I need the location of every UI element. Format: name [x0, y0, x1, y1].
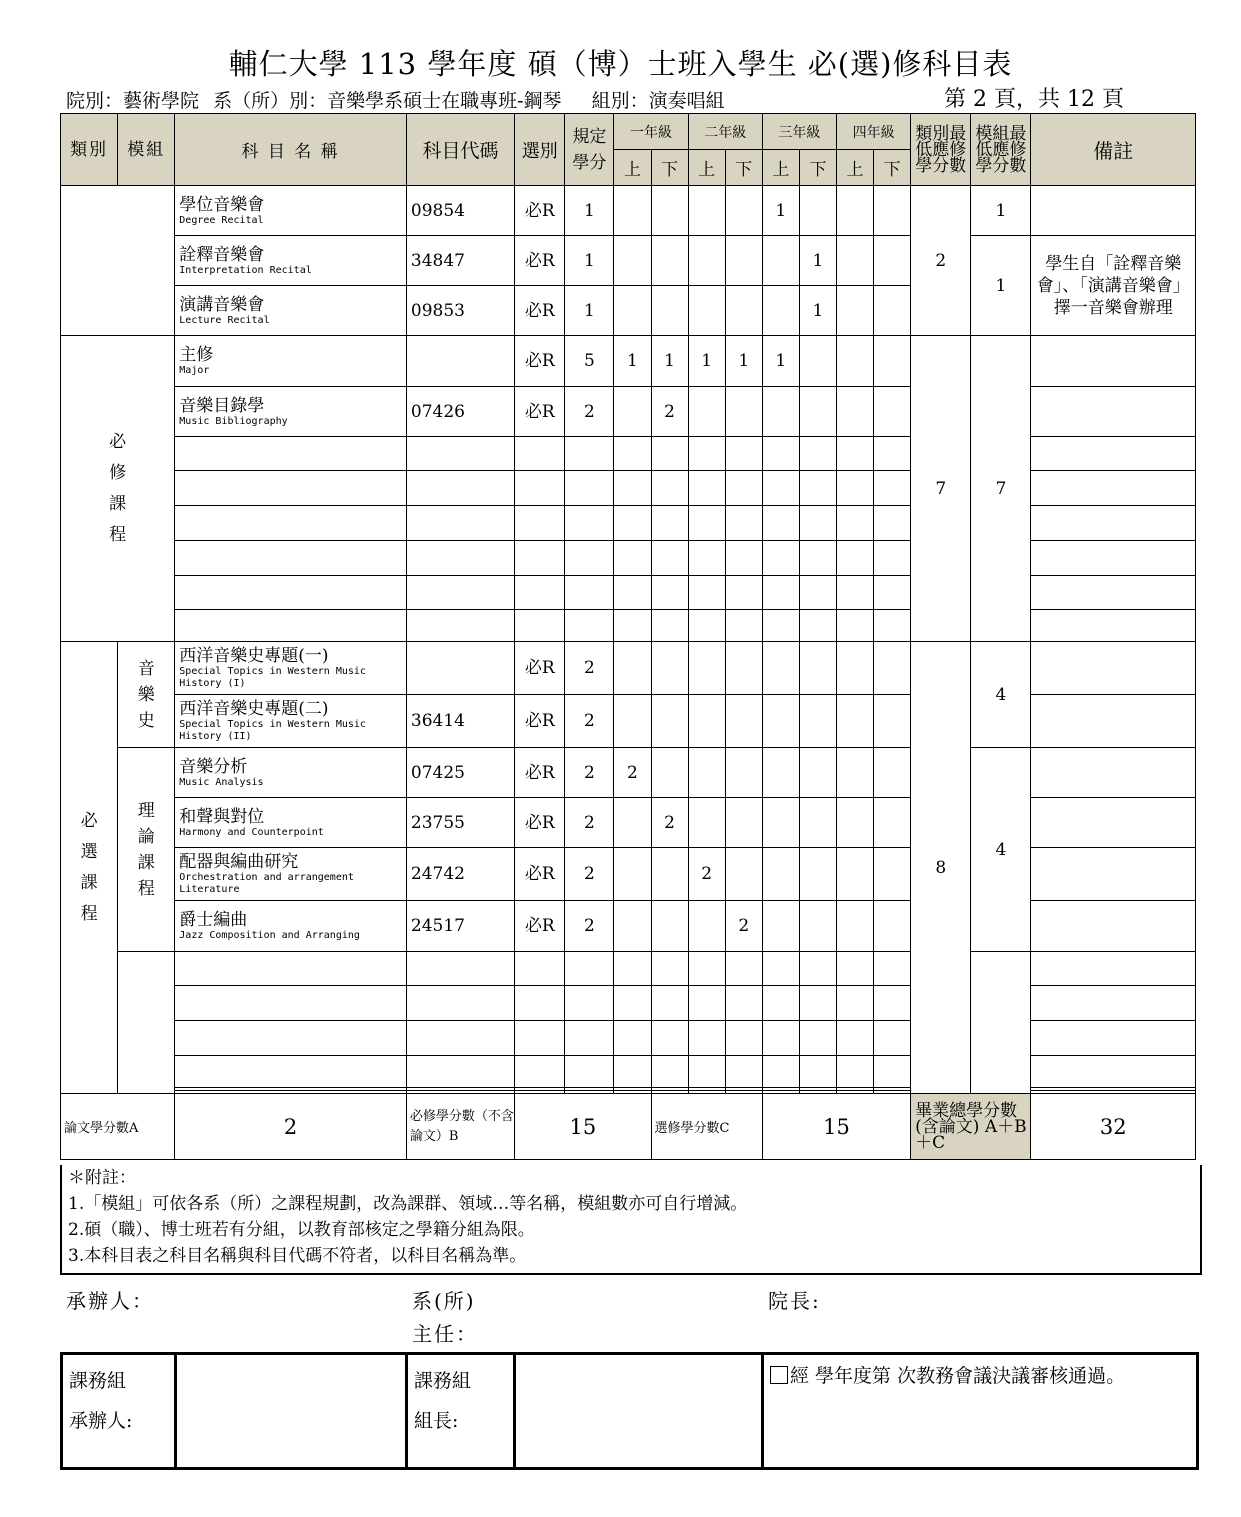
section3-mod-min-2: 4 [971, 748, 1031, 952]
dept-head-label-2: 主任： [412, 1322, 478, 1346]
course-name: 西洋音樂史專題(二) [179, 699, 329, 719]
y3-second-value [799, 186, 836, 236]
header-credits: 規定學分 [565, 114, 614, 186]
course-name-en: Degree Recital [179, 214, 264, 226]
course-credits: 2 [565, 642, 614, 695]
course-code [406, 642, 514, 695]
office-chief-line1: 課務組 [414, 1370, 472, 1392]
y3-first-value: 1 [762, 336, 799, 387]
table-header-row [61, 114, 1196, 150]
module2-label: 理論課程 [137, 800, 155, 899]
office-chief-line2: 組長: [414, 1410, 459, 1432]
office-handler-line2: 承辦人: [69, 1410, 133, 1432]
approval-text: 經 學年度第 次教務會議決議審核通過。 [790, 1365, 1126, 1387]
course-name: 音樂目錄學 [179, 395, 265, 416]
course-code: 24517 [406, 901, 514, 952]
header-y2-second: 下 [725, 150, 762, 186]
course-credits: 1 [565, 286, 614, 336]
header-mod-min: 模組最低應修學分數 [971, 114, 1031, 186]
section2-category-label: 必修課程 [109, 431, 127, 545]
course-credits: 2 [565, 901, 614, 952]
course-type: 必R [515, 695, 565, 748]
page-title: 輔仁大學 113 學年度 碩（博）士班入學生 必(選)修科目表 [228, 47, 1013, 81]
course-code: 09854 [406, 186, 514, 236]
header-y3-second: 下 [799, 150, 836, 186]
course-credits: 2 [565, 748, 614, 798]
course-name-en: Harmony and Counterpoint [179, 826, 324, 838]
header-year2: 二年級 [688, 114, 762, 150]
section2-category [61, 336, 175, 642]
course-name-cell [175, 748, 407, 798]
y3-second-value: 1 [799, 286, 836, 336]
y2-first-value: 1 [688, 336, 725, 387]
total-credits-label: 畢業總學分數(含論文) A＋B＋C [911, 1094, 1031, 1160]
dept-value: 音樂學系碩士在職專班-鋼琴 [327, 90, 562, 112]
thesis-credits-value: 2 [175, 1094, 407, 1160]
office-handler-line1: 課務組 [69, 1370, 127, 1392]
header-y4-second: 下 [874, 150, 911, 186]
y1-first-value: 1 [614, 336, 651, 387]
header-y1-second: 下 [651, 150, 688, 186]
course-credits: 1 [565, 236, 614, 286]
course-name-en: Major [179, 365, 210, 376]
y2-second-value: 1 [725, 336, 762, 387]
course-code: 07425 [406, 748, 514, 798]
approval-cell [763, 1354, 1198, 1469]
thesis-credits-label: 論文學分數A [61, 1094, 175, 1160]
group-label: 組別： [591, 90, 649, 112]
y1-second-value: 2 [651, 798, 688, 848]
header-year1: 一年級 [614, 114, 688, 150]
course-name-cell [175, 286, 407, 336]
required-credits-label: 必修學分數（不含論文）B [406, 1094, 514, 1160]
section1-category [61, 186, 175, 336]
course-name-en: Jazz Composition and Arranging [179, 930, 360, 941]
section1-mod-min-a: 1 [971, 186, 1031, 236]
header-cat-min: 類別最低應修學分數 [911, 114, 971, 186]
y3-second-value: 1 [799, 236, 836, 286]
course-name: 主修 [179, 345, 214, 365]
dept-head-label-1: 系(所) [412, 1289, 476, 1313]
course-name: 爵士編曲 [179, 910, 248, 930]
course-name-en: Music Bibliography [179, 415, 288, 427]
course-name-cell [175, 901, 407, 952]
section1-cat-min: 2 [911, 186, 971, 336]
y3-first-value [762, 286, 799, 336]
course-code: 07426 [406, 387, 514, 437]
office-chief-label [407, 1354, 515, 1469]
course-name: 學位音樂會 [179, 194, 265, 215]
college-value: 藝術學院 [123, 90, 200, 112]
table-row [61, 186, 1196, 236]
y3-first-value [762, 236, 799, 286]
y1-second-value: 1 [651, 336, 688, 387]
course-code: 09853 [406, 286, 514, 336]
header-remarks: 備註 [1031, 114, 1196, 186]
header-year3: 三年級 [762, 114, 836, 150]
y1-first-value [614, 387, 651, 437]
course-name-cell [175, 798, 407, 848]
course-name-cell [175, 336, 407, 387]
summary-row [61, 1094, 1196, 1160]
table-row-empty [61, 952, 1196, 986]
course-type: 必R [515, 336, 565, 387]
office-handler-label [62, 1354, 176, 1469]
course-name-cell [175, 387, 407, 437]
y2-first-value: 2 [688, 848, 725, 901]
course-name: 詮釋音樂會 [179, 244, 265, 265]
approval-checkbox[interactable] [770, 1366, 788, 1384]
course-name-cell [175, 695, 407, 748]
course-type: 必R [515, 186, 565, 236]
footnote-2: 2.碩（職）、博士班若有分組，以教育部核定之學籍分組為限。 [68, 1220, 535, 1240]
course-table [60, 113, 1196, 1160]
dept-label: 系（所）別： [213, 90, 328, 112]
section3-cat-min: 8 [911, 642, 971, 1094]
header-category: 類別 [61, 114, 118, 186]
course-type: 必R [515, 286, 565, 336]
y1-second-value: 2 [651, 387, 688, 437]
footnotes [60, 1165, 1202, 1275]
course-code: 36414 [406, 695, 514, 748]
course-name-cell [175, 642, 407, 695]
course-code: 34847 [406, 236, 514, 286]
course-type: 必R [515, 901, 565, 952]
dean-signature-label: 院長: [768, 1289, 821, 1313]
office-handler-signature[interactable] [176, 1354, 407, 1469]
office-chief-signature[interactable] [515, 1354, 763, 1469]
elective-credits-label: 選修學分數C [651, 1094, 762, 1160]
course-name-en: Interpretation Recital [179, 264, 312, 276]
course-code: 23755 [406, 798, 514, 848]
course-code: 24742 [406, 848, 514, 901]
header-course-code: 科目代碼 [406, 114, 514, 186]
course-name-en: Lecture Recital [179, 314, 270, 326]
course-name: 西洋音樂史專題(一) [179, 646, 329, 666]
course-credits: 1 [565, 186, 614, 236]
course-type: 必R [515, 748, 565, 798]
header-y3-first: 上 [762, 150, 799, 186]
footnote-3: 3.本科目表之科目名稱與科目代碼不符者，以科目名稱為準。 [68, 1246, 527, 1266]
footnote-heading: ＊附註： [68, 1168, 136, 1188]
header-y2-first: 上 [688, 150, 725, 186]
y1-first-value: 2 [614, 748, 651, 798]
course-credits: 2 [565, 387, 614, 437]
module1-label: 音樂史 [137, 658, 155, 731]
course-name: 和聲與對位 [179, 806, 265, 827]
course-name-en: Special Topics in Western Music History (I) [179, 666, 366, 689]
section3-category [61, 642, 118, 1094]
course-name-en: Music Analysis [179, 776, 264, 788]
course-name: 配器與編曲研究 [179, 852, 299, 872]
section3-module2 [118, 748, 175, 952]
table-row [61, 336, 1196, 387]
course-code [406, 336, 514, 387]
course-name: 演講音樂會 [179, 294, 265, 315]
section1-mod-min-b: 1 [971, 236, 1031, 336]
total-credits-value: 32 [1031, 1094, 1196, 1160]
course-type: 必R [515, 642, 565, 695]
course-name-cell [175, 236, 407, 286]
section2-cat-min: 7 [911, 336, 971, 642]
header-course-name: 科 目 名 稱 [175, 114, 407, 186]
section3-category-label: 必選課程 [80, 810, 98, 924]
header-year4: 四年級 [836, 114, 910, 150]
course-type: 必R [515, 236, 565, 286]
header-y4-first: 上 [836, 150, 873, 186]
course-type: 必R [515, 798, 565, 848]
table-row [61, 642, 1196, 695]
elective-credits-value: 15 [762, 1094, 910, 1160]
course-credits: 2 [565, 798, 614, 848]
table-row [61, 748, 1196, 798]
header-y1-first: 上 [614, 150, 651, 186]
course-type: 必R [515, 848, 565, 901]
course-credits: 5 [565, 336, 614, 387]
college-label: 院別： [66, 90, 124, 112]
handler-signature-label: 承辦人： [66, 1289, 154, 1313]
course-name: 音樂分析 [179, 756, 248, 777]
footnote-1: 1.「模組」可依各系（所）之課程規劃，改為課群、領域…等名稱，模組數亦可自行增減。 [68, 1194, 748, 1214]
course-name-cell [175, 848, 407, 901]
course-credits: 2 [565, 695, 614, 748]
course-name-en: Special Topics in Western Music History (II) [179, 719, 366, 742]
page-number: 第 2 頁，共 12 頁 [944, 87, 1124, 112]
section3-mod-min-1: 4 [971, 642, 1031, 748]
y3-first-value: 1 [762, 186, 799, 236]
course-name-en: Orchestration and arrangement Literature [179, 872, 354, 895]
header-module: 模組 [118, 114, 175, 186]
approval-table [60, 1352, 1199, 1470]
table-row [61, 236, 1196, 286]
section3-module1 [118, 642, 175, 748]
section2-mod-min: 7 [971, 336, 1031, 642]
course-name-cell [175, 186, 407, 236]
course-type: 必R [515, 387, 565, 437]
required-credits-value: 15 [515, 1094, 651, 1160]
header-type: 選別 [515, 114, 565, 186]
section1-remark: 學生自「詮釋音樂會」、「演講音樂會」擇一音樂會辦理 [1031, 236, 1196, 336]
course-credits: 2 [565, 848, 614, 901]
header-meta [66, 86, 725, 113]
y2-second-value: 2 [725, 901, 762, 952]
group-value: 演奏唱組 [648, 90, 725, 112]
